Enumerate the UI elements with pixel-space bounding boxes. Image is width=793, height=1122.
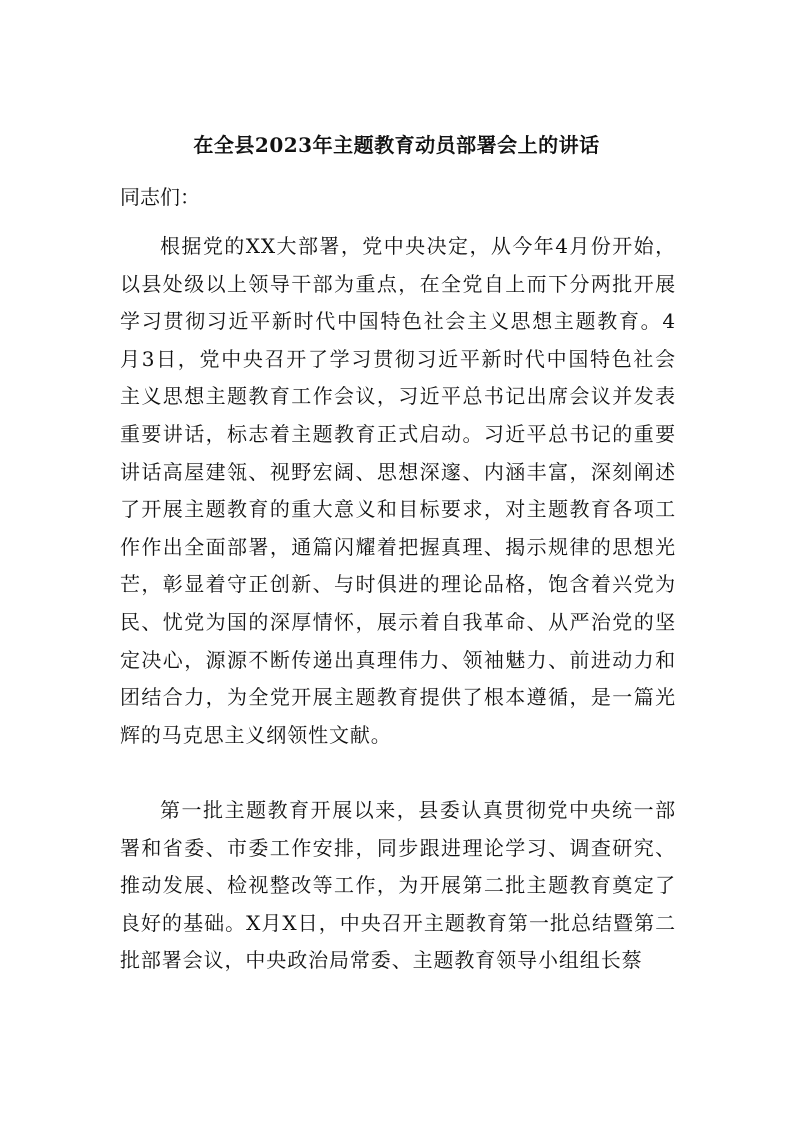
document-title: 在全县2023年主题教育动员部署会上的讲话 xyxy=(193,133,600,157)
paragraph-2: 第一批主题教育开展以来，县委认真贯彻党中央统一部署和省委、市委工作安排，同步跟进理论学习、调查研究、推动发展、检视整改等工作，为开展第二批主题教育奠定了良好的基础。X月X日，中央召开主题教育第一批总结暨第二批部署会议，中央政治局常委、主题教育领导小组组长蔡 xyxy=(120,798,676,973)
salutation: 同志们： xyxy=(120,185,200,209)
paragraph-1: 根据党的XX大部署，党中央决定，从今年4月份开始，以县处级以上领导干部为重点，在全党自上而下分两批开展学习贯彻习近平新时代中国特色社会主义思想主题教育。4月3日，党中央召开了学习贯彻习近平新时代中国特色社会主义思想主题教育工作会议，习近平总书记出席会议并发表重要讲话，标志着主题教育正式启动。习近平总书记的重要讲话高屋建瓴、视野宏阔、思想深邃、内涵丰富，深刻阐述了开展主题教育的重大意义和目标要求，对主题教育各项工作作出全面部署，通篇闪耀着把握真理、揭示规律的思想光芒，彰显着守正创新、与时俱进的理论品格，饱含着兴党为民、忧党为国的深厚情怀，展示着自我革命、从严治党的坚定决心，源源不断传递出真理伟力、领袖魅力、前进动力和团结合力，为全党开展主题教育提供了根本遵循，是一篇光辉的马克思主义纲领性文献。 xyxy=(120,234,676,747)
